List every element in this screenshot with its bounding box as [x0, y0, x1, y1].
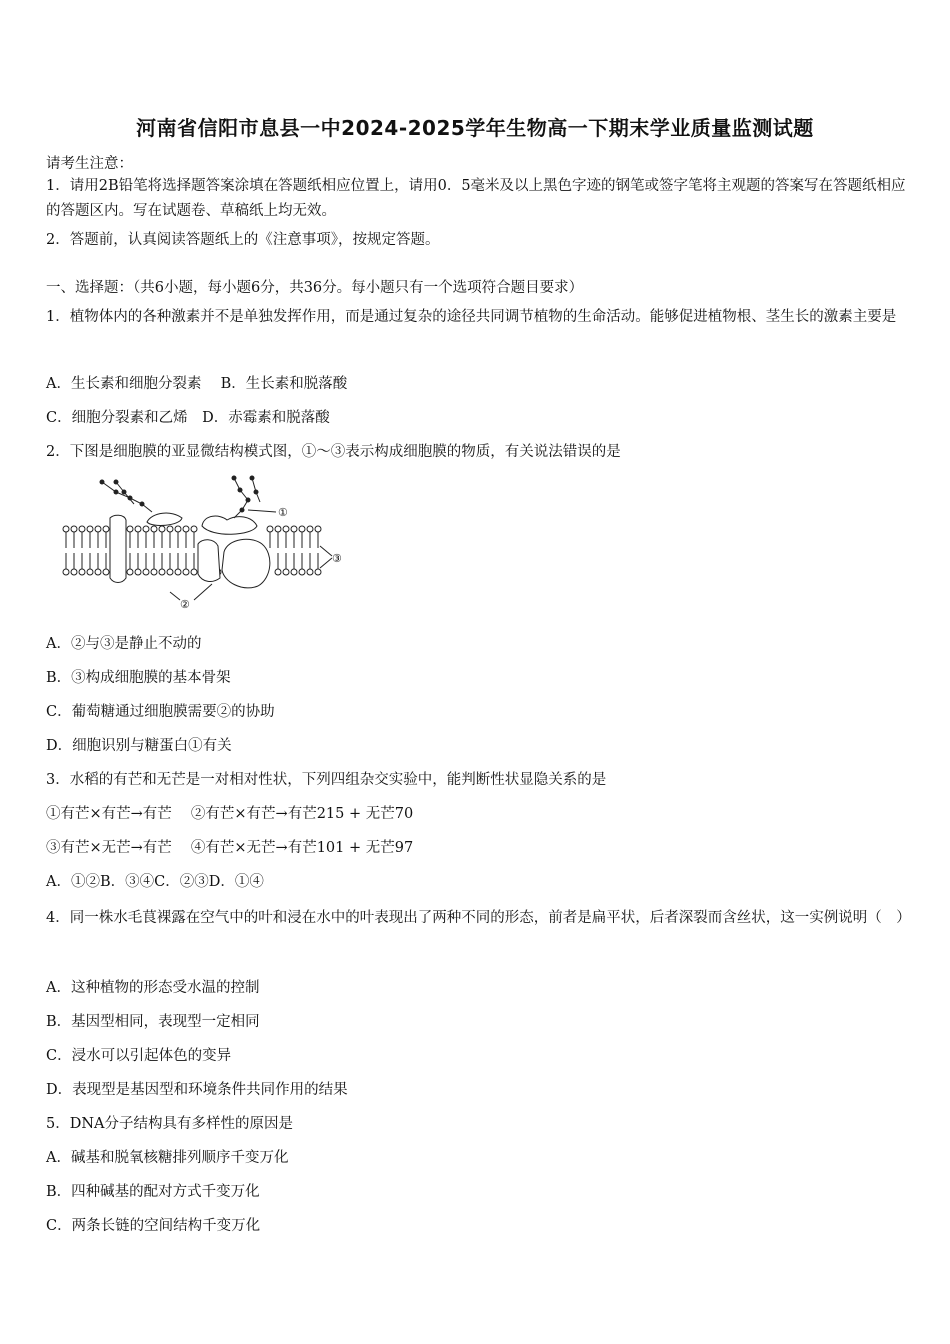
section-heading: 一、选择题：（共6小题，每小题6分，共36分。每小题只有一个选项符合题目要求）: [46, 280, 584, 296]
question-5-option-b: B．四种碱基的配对方式千变万化: [46, 1184, 260, 1200]
page-title: 河南省信阳市息县一中2024-2025学年生物高一下期末学业质量监测试题: [136, 116, 814, 140]
question-4-option-a: A．这种植物的形态受水温的控制: [46, 980, 260, 996]
question-4-option-b: B．基因型相同，表现型一定相同: [46, 1014, 260, 1030]
question-2-stem: 2．下图是细胞膜的亚显微结构模式图，①～③表示构成细胞膜的物质，有关说法错误的是: [46, 444, 621, 460]
label-1: ①: [278, 506, 288, 519]
question-3-options: A．①②B．③④C．②③D．①④: [46, 874, 264, 890]
question-3-crosses-34: ③有芒×无芒→有芒 ④有芒×无芒→有芒101 + 无芒97: [46, 840, 414, 856]
question-1-stem: 1．植物体内的各种激素并不是单独发挥作用，而是通过复杂的途径共同调节植物的生命活动。能够促进植物根、茎生长的激素主要是: [46, 309, 897, 325]
question-2-option-b: B．③构成细胞膜的基本骨架: [46, 670, 231, 686]
question-1-options-ab: A．生长素和细胞分裂素 B．生长素和脱落酸: [46, 376, 348, 392]
label-2: ②: [180, 598, 190, 611]
question-3-stem: 3．水稻的有芒和无芒是一对相对性状，下列四组杂交实验中，能判断性状显隐关系的是: [46, 772, 607, 788]
notice-item-1: 1．请用2B铅笔将选择题答案涂填在答题纸相应位置上，请用0．5毫米及以上黑色字迹的钢笔或签字笔将主观题的答案写在答题纸相应的答题区内。写在试题卷、草稿纸上均无效。: [46, 178, 906, 219]
question-2-option-a: A．②与③是静止不动的: [46, 636, 202, 652]
question-5-option-a: A．碱基和脱氧核糖排列顺序千变万化: [46, 1150, 289, 1166]
question-2-option-d: D．细胞识别与糖蛋白①有关: [46, 738, 232, 754]
question-5-stem: 5．DNA分子结构具有多样性的原因是: [46, 1116, 294, 1132]
question-1-options-cd: C．细胞分裂素和乙烯 D．赤霉素和脱落酸: [46, 410, 330, 426]
notice-item-2: 2．答题前，认真阅读答题纸上的《注意事项》，按规定答题。: [46, 232, 440, 248]
label-3: ③: [332, 552, 342, 565]
cell-membrane-diagram: [52, 474, 352, 614]
question-4-option-c: C．浸水可以引起体色的变异: [46, 1048, 232, 1064]
question-2-option-c: C．葡萄糖通过细胞膜需要②的协助: [46, 704, 275, 720]
question-5-option-c: C．两条长链的空间结构千变万化: [46, 1218, 261, 1234]
question-4-stem: 4．同一株水毛茛裸露在空气中的叶和浸在水中的叶表现出了两种不同的形态，前者是扁平状，后者深裂而含丝状，这一实例说明（ ）: [46, 910, 911, 926]
question-3-crosses-12: ①有芒×有芒→有芒 ②有芒×有芒→有芒215 + 无芒70: [46, 806, 414, 822]
notice-heading: 请考生注意：: [46, 156, 133, 172]
question-4-option-d: D．表现型是基因型和环境条件共同作用的结果: [46, 1082, 348, 1098]
